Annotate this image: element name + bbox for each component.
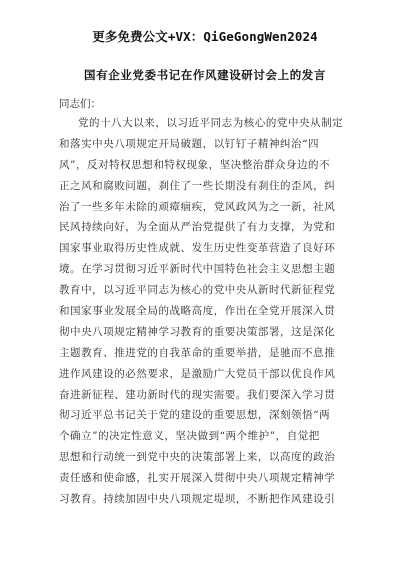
salutation: 同志们： — [59, 98, 101, 110]
body-line: 境。在学习贯彻习近平新时代中国特色社会主义思想主题 — [59, 263, 336, 276]
header-watermark: 更多免费公文+VX：QiGeGongWen2024 — [92, 29, 318, 44]
body-line: 和国家事业发展全局的战略高度，作出在全党开展深入贯 — [59, 305, 336, 318]
body-line: 彻中央八项规定精神学习教育的重要决策部署，这是深化 — [59, 325, 336, 338]
body-line: 奋进新征程、建功新时代的现实需要。我们要深入学习贯 — [59, 388, 336, 401]
document-title: 国有企业党委书记在作风建设研讨会上的发言 — [84, 68, 326, 82]
body-line: 个确立”的决定性意义，坚决做到“两个维护”，自觉把 — [59, 430, 320, 443]
body-line: 教育中，以习近平同志为核心的党中央从新时代新征程党 — [59, 284, 336, 297]
body-line: 责任感和使命感，扎实开展深入贯彻中央八项规定精神学 — [59, 472, 336, 485]
body-line: 主题教育、推进党的自我革命的重要举措，是驰而不息推 — [59, 346, 336, 359]
body-line: 和落实中央八项规定开局破题，以钉钉子精神纠治“四 — [59, 137, 320, 150]
body-line: 彻习近平总书记关于党的建设的重要思想，深刻领悟“两 — [59, 409, 331, 422]
body-paragraph — [59, 113, 359, 510]
body-line: 风”，反对特权思想和特权现象，坚决整治群众身边的不 — [59, 158, 331, 171]
body-line: 习教育。持续加固中央八项规定堤坝，不断把作风建设引 — [59, 493, 336, 506]
body-line: 思想和行动统一到党中央的决策部署上来，以高度的政治 — [59, 451, 336, 464]
body-line: 国家事业取得历史性成就、发生历史性变革营造了良好环 — [59, 242, 336, 255]
body-line: 进作风建设的必然要求，是激励广大党员干部以优良作风 — [59, 367, 336, 380]
body-line: 党的十八大以来，以习近平同志为核心的党中央从制定 — [78, 117, 344, 129]
body-line: 治了一些多年未除的顽瘴痼疾，党风政风为之一新，社风 — [59, 200, 336, 213]
body-line: 民风持续向好，为全面从严治党提供了有力支撑，为党和 — [59, 221, 336, 234]
body-line: 正之风和腐败问题，刹住了一些长期没有刹住的歪风，纠 — [59, 179, 336, 192]
